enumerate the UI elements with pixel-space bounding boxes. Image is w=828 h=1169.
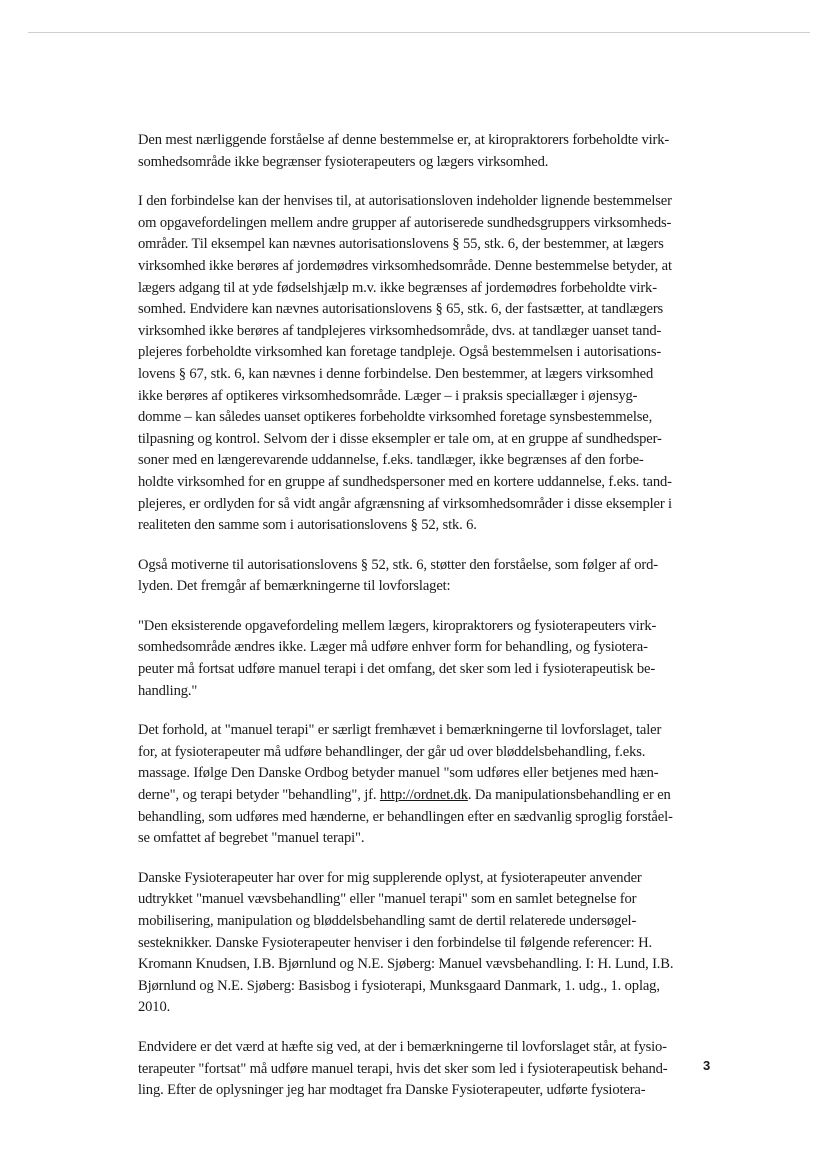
ordnet-link[interactable]: http://ordnet.dk (379, 787, 468, 804)
quote-paragraph: "Den eksisterende opgavefordeling mellem lægers, kiropraktorers og fysioterapeuters virk- somhedsområde ændres ikke. Læger må udføre enhver form for behandling, og fysiotera- peuter må fortsat udføre manuel terapi i det omfang, det sker som led i fysioterapeutisk be- handling." (138, 617, 657, 699)
paragraph-text: . Da manipulationsbehandling er en behandling, som udføres med hænderne, er behandlingen efter en sædvanlig sproglig forståel- se omfattet af begrebet "manuel terapi". (138, 787, 673, 847)
paragraph: I den forbindelse kan der henvises til, at autorisationsloven indeholder lignende bestemmelser om opgavefordelingen mellem andre grupper af autoriserede sundhedsgruppers virksomheds- områder. Til eksempel kan nævnes autorisationslovens § 55, stk. 6, der bestemmer, at lægers virksomhed ikke berøres af jordemødres virksomhedsområde. Denne bestemmelse betyder, at lægers adgang til at yde fødselshjælp m.v. ikke begrænses af jordemødres forbeholdte virk- somhed. Endvidere kan nævnes autorisationslovens § 65, stk. 6, der fastsætter, at tandlægers virksomhed ikke berøres af tandplejeres virksomhedsområde, dvs. at tandlæger uanset tand- plejeres forbeholdte virksomhed kan foretage tandpleje. Også bestemmelsen i autorisations- lovens § 67, stk. 6, kan nævnes i denne forbindelse. Den bestemmer, at lægers virksomhed ikke berøres af optikeres virksomhedsområde. Læger – i praksis speciallæger i øjensyg- domme – kan således uanset optikeres forbeholdte virksomhed foretage synsbestemmelse, tilpasning og kontrol. Selvom der i disse eksempler er tale om, at en gruppe af sundhedsper- soner med en længerevarende uddannelse, f.eks. tandlæger, ikke begrænses af den forbe- holdte virksomhed for en gruppe af sundhedspersoner med en kortere uddannelse, f.eks. tand- plejeres, er ordlyden for så vidt angår afgrænsning af virksomhedsområder i disse eksempler i realiteten den samme som i autorisationslovens § 52, stk. 6. (138, 193, 672, 534)
paragraph-with-link (138, 720, 718, 850)
paragraph: Endvidere er det værd at hæfte sig ved, at der i bemærkningerne til lovforslaget står, at fysio- terapeuter "fortsat" må udføre manuel terapi, hvis det sker som led i fysioterapeutisk behand- ling. Efter de oplysninger jeg har modtaget fra Danske Fysioterapeuter, udførte fysiotera- (138, 1038, 668, 1099)
paragraph: Den mest nærliggende forståelse af denne bestemmelse er, at kiropraktorers forbeholdte virk- somhedsområde ikke begrænser fysioterapeuters og lægers virksomhed. (138, 132, 670, 170)
paragraph: Danske Fysioterapeuter har over for mig supplerende oplyst, at fysioterapeuter anvender udtrykket "manuel vævsbehandling" eller "manuel terapi" som en samlet betegnelse for mobilisering, manipulation og bløddelsbehandling samt de dertil relaterede undersøgel- sesteknikker. Danske Fysioterapeuter henviser i den forbindelse til følgende referencer: H. Kromann Knudsen, I.B. Bjørnlund og N.E. Sjøberg: Manuel vævsbehandling. I: H. Lund, I.B. Bjørnlund og N.E. Sjøberg: Basisbog i fysioterapi, Munksgaard Danmark, 1. udg., 1. oplag, 2010. (138, 869, 674, 1016)
document-body (138, 130, 718, 1120)
page-top-rule (28, 32, 810, 33)
paragraph: Også motiverne til autorisationslovens § 52, stk. 6, støtter den forståelse, som følger af ord- lyden. Det fremgår af bemærkningerne til lovforslaget: (138, 556, 658, 595)
page-number: 3 (703, 1058, 711, 1073)
paragraph-text: Det forhold, at "manuel terapi" er særligt fremhævet i bemærkningerne til lovforslaget, taler for, at fysioterapeuter må udføre behandlinger, der går ud over bløddelsbehandling, f.eks. massage. Ifølge Den Danske Ordbog betyder manuel "som udføres eller betjenes med hæn- derne", og terapi betyder "behandling", jf. (138, 722, 662, 804)
